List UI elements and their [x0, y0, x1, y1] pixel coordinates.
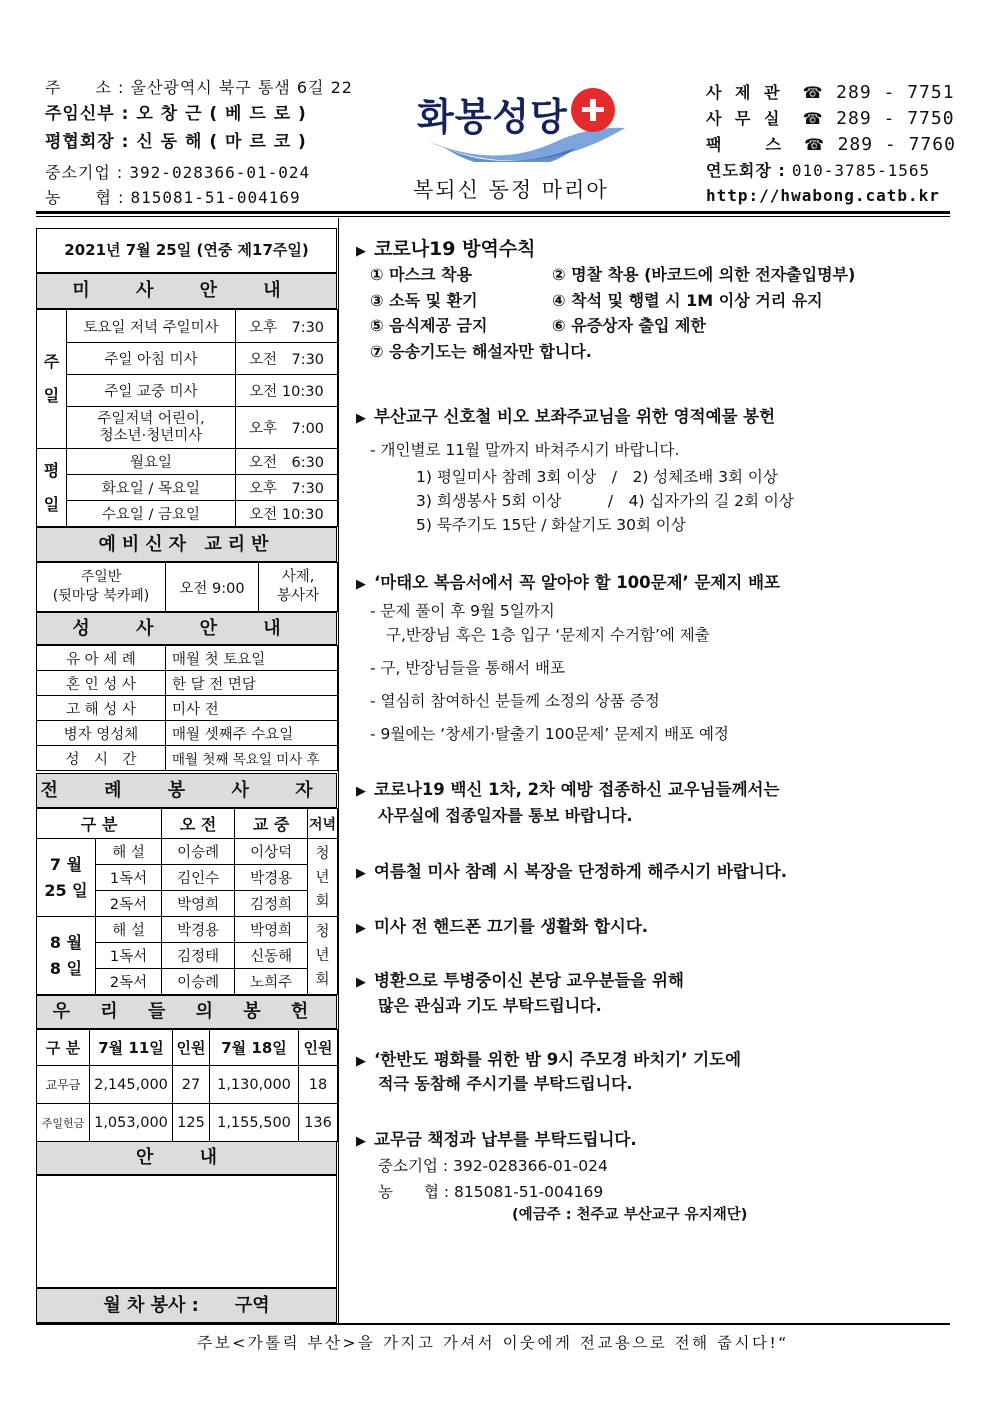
column-divider: [338, 218, 339, 1323]
mass-name: 토요일 저녁 주일미사: [67, 310, 236, 343]
footer-rule: [36, 1323, 950, 1325]
address-line: 주 소 : 울산광역시 북구 통샘 6길 22: [45, 78, 353, 97]
catechumen-title: 예비신자 교리반: [36, 527, 337, 562]
offering-kind: 교무금: [37, 1066, 90, 1104]
offering-head: 7월 11일: [90, 1030, 173, 1066]
mass-time: 오후 7:30: [236, 310, 338, 343]
server-evening: 청 년 회: [308, 839, 338, 917]
office-line: 사 무 실 ☎ 289 - 7750: [706, 108, 955, 129]
catechumen-class: 주일반 (뒷마당 북카페): [37, 563, 166, 612]
header-rule-thin: [36, 216, 950, 217]
server-role: 2독서: [96, 969, 162, 995]
covid-rule: ③ 소독 및 환기: [370, 291, 478, 310]
sacrament-title: 성 사 안 내: [36, 612, 337, 645]
bank-account: 중소기업 : 392-028366-01-024: [378, 1157, 608, 1175]
sacrament-name: 고 해 성 사: [37, 696, 166, 721]
phone-off-notice: ▶ 미사 전 핸드폰 끄기를 생활화 합시다.: [356, 917, 649, 936]
server-role: 2독서: [96, 891, 162, 917]
monthly-service: 월 차 봉사 : 구역: [36, 1288, 337, 1323]
notice-line: 1) 평일미사 참례 3회 이상 / 2) 성체조배 3회 이상: [416, 468, 778, 486]
mass-name: 화요일 / 목요일: [67, 475, 236, 501]
catechumen-table: [36, 562, 338, 612]
offering-title: 우 리 들 의 봉 헌: [36, 995, 337, 1029]
church-name: 화봉성당: [417, 94, 568, 139]
offering-count: 27: [173, 1066, 210, 1104]
server-am: 이승례: [162, 839, 235, 865]
servers-date: 8 월 8 일: [37, 917, 96, 995]
covid-rule: ④ 착석 및 행렬 시 1M 이상 거리 유지: [552, 291, 823, 310]
rectory-line: 사 제 관 ☎ 289 - 7751: [706, 82, 955, 103]
notice-title: 안 내: [36, 1141, 337, 1175]
yeondo-line: 연도회장 : 010-3785-1565: [706, 161, 931, 180]
sacrament-name: 유 아 세 례: [37, 646, 166, 671]
notice-line: - 열심히 참여하신 분들께 소정의 상품 증정: [370, 692, 660, 710]
sacrament-name: 병자 영성체: [37, 721, 166, 746]
servers-date: 7 월 25 일: [37, 839, 96, 917]
server-main: 박영희: [235, 917, 308, 943]
sacrament-when: 매월 첫째 목요일 미사 후: [166, 746, 338, 771]
catechumen-teacher: 사제, 봉사자: [259, 563, 338, 612]
server-main: 박경용: [235, 865, 308, 891]
mass-time: 오전 10:30: [236, 501, 338, 527]
offering-amount: 1,053,000: [90, 1104, 173, 1142]
servers-head: 구 분: [37, 809, 162, 839]
sacrament-name: 성 시 간: [37, 746, 166, 771]
server-role: 1독서: [96, 865, 162, 891]
prayer-sick-notice: ▶ 병환으로 투병중이신 본당 교우분들을 위해: [356, 971, 684, 990]
dress-notice: ▶ 여름철 미사 참례 시 복장을 단정하게 해주시기 바랍니다.: [356, 862, 788, 881]
offering-count: 136: [299, 1104, 338, 1142]
server-role: 해 설: [96, 917, 162, 943]
mass-name: 월요일: [67, 449, 236, 475]
mass-name: 수요일 / 금요일: [67, 501, 236, 527]
mass-time: 오전 6:30: [236, 449, 338, 475]
bullet-triangle-icon: ▶: [356, 244, 366, 259]
matthew-quiz-heading: ▶ ‘마태오 복음서에서 꼭 알아야 할 100문제’ 문제지 배포: [356, 573, 780, 592]
sacrament-when: 한 달 전 면담: [166, 671, 338, 696]
bullet-triangle-icon: ▶: [356, 577, 366, 592]
offering-amount: 2,145,000: [90, 1066, 173, 1104]
phone-icon: ☎: [804, 135, 828, 154]
offering-kind: 주일헌금: [37, 1104, 90, 1142]
sunday-label: 주 일: [37, 310, 67, 449]
offering-head: 7월 18일: [210, 1030, 299, 1066]
offering-amount: 1,130,000: [210, 1066, 299, 1104]
offering-count: 18: [299, 1066, 338, 1104]
notice-line: 3) 희생봉사 5회 이상 / 4) 십자가의 길 2회 이상: [416, 492, 794, 510]
servers-table: [36, 808, 338, 995]
offering-amount: 1,155,500: [210, 1104, 299, 1142]
bank-line-1: 중소기업 : 392-028366-01-024: [45, 163, 311, 182]
covid-rules-heading: ▶ 코로나19 방역수칙: [356, 238, 536, 260]
pastor-line: 주임신부 : 오 창 근 ( 베 드 로 ): [45, 104, 307, 124]
offering-count: 125: [173, 1104, 210, 1142]
covid-rule: ② 명찰 착용 (바코드에 의한 전자출입명부): [552, 265, 856, 284]
offering-head: 인원: [299, 1030, 338, 1066]
server-role: 해 설: [96, 839, 162, 865]
server-main: 신동해: [235, 943, 308, 969]
notice-line: - 문제 풀이 후 9월 5일까지: [370, 602, 555, 620]
notice-line: - 9월에는 ‘창세기·탈출기 100문제’ 문제지 배포 예정: [370, 725, 729, 743]
offering-head: 구 분: [37, 1030, 90, 1066]
sacrament-when: 매월 첫 토요일: [166, 646, 338, 671]
website-link[interactable]: http://hwabong.catb.kr: [706, 186, 940, 205]
covid-rule: ① 마스크 착용: [370, 265, 472, 284]
council-line: 평협회장 : 신 동 해 ( 마 르 코 ): [45, 132, 307, 152]
covid-rule: ⑦ 응송기도는 해설자만 합니다.: [370, 342, 592, 361]
notice-line: - 구, 반장님들을 통해서 배포: [370, 659, 565, 677]
server-main: 노희주: [235, 969, 308, 995]
server-am: 김정태: [162, 943, 235, 969]
notice-line: 사무실에 접종일자를 통보 바랍니다.: [378, 806, 633, 825]
phone-icon: ☎: [802, 109, 827, 128]
fax-line: 팩 스 ☎ 289 - 7760: [706, 134, 956, 155]
mass-name: 주일 아침 미사: [67, 343, 236, 375]
bullet-triangle-icon: ▶: [356, 921, 366, 936]
mass-name: 주일저녁 어린이, 청소년·청년미사: [67, 407, 236, 449]
server-main: 이상덕: [235, 839, 308, 865]
server-evening: 청 년 회: [308, 917, 338, 995]
phone-icon: ☎: [802, 83, 827, 102]
notice-box: [36, 1175, 337, 1288]
sacrament-table: [36, 645, 338, 771]
sacrament-name: 혼 인 성 사: [37, 671, 166, 696]
notice-line: - 개인별로 11월 말까지 바쳐주시기 바랍니다.: [370, 441, 680, 459]
notice-line: 구,반장님 혹은 1층 입구 ‘문제지 수거함’에 제출: [386, 626, 710, 644]
bullet-triangle-icon: ▶: [356, 975, 366, 990]
footer-message: 주보<가톨릭 부산>을 가지고 가셔서 이웃에게 전교용으로 전해 줍시다!“: [197, 1334, 789, 1352]
server-am: 김인수: [162, 865, 235, 891]
dues-notice: ▶ 교무금 책정과 납부를 부탁드립니다.: [356, 1130, 637, 1149]
servers-head: 저녁: [308, 809, 338, 839]
notice-line: 적극 동참해 주시기를 부탁드립니다.: [378, 1074, 633, 1093]
server-role: 1독서: [96, 943, 162, 969]
bank-account: 농 협 : 815081-51-004169: [378, 1183, 604, 1201]
offering-head: 인원: [173, 1030, 210, 1066]
vaccine-notice: ▶ 코로나19 백신 1차, 2차 예방 접종하신 교우님들께서는: [356, 780, 780, 799]
covid-rule: ⑥ 유증상자 출입 제한: [552, 316, 706, 335]
weekday-label: 평 일: [37, 449, 67, 527]
mass-guide-title: 미 사 안 내: [36, 273, 337, 309]
servers-head: 교 중: [235, 809, 308, 839]
bulletin-date: 2021년 7월 25일 (연중 제17주일): [36, 228, 337, 273]
peace-prayer-notice: ▶ ‘한반도 평화를 위한 밤 9시 주모경 바치기’ 기도에: [356, 1050, 742, 1069]
mass-time: 오전 10:30: [236, 375, 338, 407]
servers-title: 전 례 봉 사 자: [36, 773, 337, 808]
bank-line-2: 농 협 : 815081-51-004169: [45, 188, 301, 207]
sacrament-when: 미사 전: [166, 696, 338, 721]
catechumen-time: 오전 9:00: [166, 563, 259, 612]
server-am: 박경용: [162, 917, 235, 943]
sacrament-when: 매월 셋째주 수요일: [166, 721, 338, 746]
church-logo: [405, 82, 645, 202]
server-main: 김정희: [235, 891, 308, 917]
bullet-triangle-icon: ▶: [356, 784, 366, 799]
church-patron: 복되신 동정 마리아: [413, 178, 609, 202]
notice-line: 5) 묵주기도 15단 / 화살기도 30회 이상: [416, 516, 686, 534]
mass-time: 오후 7:30: [236, 475, 338, 501]
mass-time: 오후 7:00: [236, 407, 338, 449]
bullet-triangle-icon: ▶: [356, 1134, 366, 1149]
server-am: 이승례: [162, 969, 235, 995]
account-holder: (예금주 : 천주교 부산교구 유지재단): [512, 1207, 748, 1223]
bishop-offering-heading: ▶ 부산교구 신호철 비오 보좌주교님을 위한 영적예물 봉헌: [356, 407, 776, 426]
bullet-triangle-icon: ▶: [356, 1054, 366, 1069]
mass-time: 오전 7:30: [236, 343, 338, 375]
bullet-triangle-icon: ▶: [356, 411, 366, 426]
offering-table: [36, 1029, 338, 1142]
covid-rule: ⑤ 음식제공 금지: [370, 316, 488, 335]
bullet-triangle-icon: ▶: [356, 866, 366, 881]
servers-head: 오 전: [162, 809, 235, 839]
header-rule: [36, 211, 950, 214]
mass-table: [36, 309, 338, 527]
server-am: 박영희: [162, 891, 235, 917]
notice-line: 많은 관심과 기도 부탁드립니다.: [378, 996, 602, 1015]
mass-name: 주일 교중 미사: [67, 375, 236, 407]
